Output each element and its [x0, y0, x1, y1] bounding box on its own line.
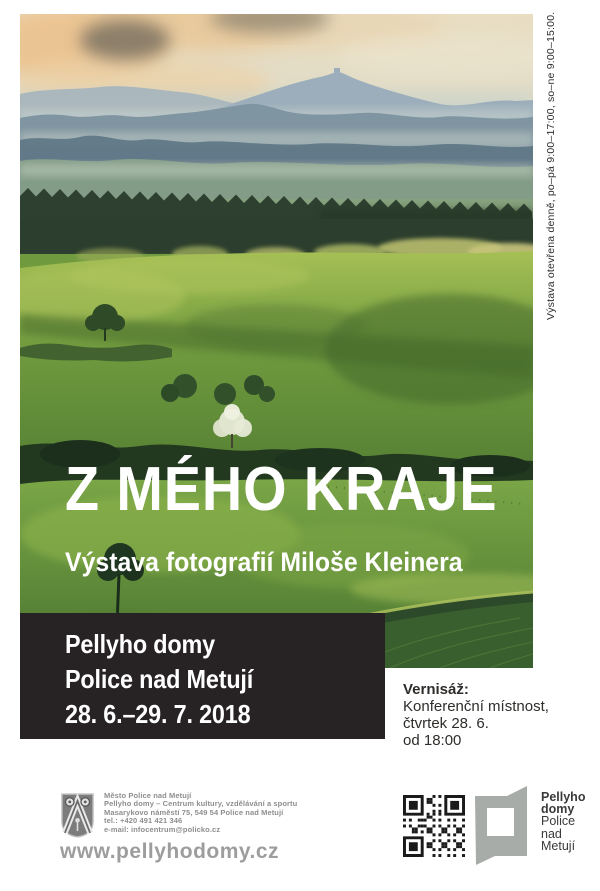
- website-url: www.pellyhodomy.cz: [60, 840, 280, 863]
- venue-dates: 28. 6.–29. 7. 2018: [65, 699, 251, 729]
- vernissage-line-time: od 18:00: [403, 732, 462, 749]
- exhibition-subtitle: Výstava fotografií Miloše Kleinera: [65, 547, 463, 577]
- vernissage-heading: Vernisáž:: [403, 681, 469, 698]
- venue-bar: [20, 613, 385, 739]
- org-line-center: Pellyho domy – Centrum kultury, vzdělávání a sportu: [104, 799, 298, 809]
- logo-line-metuji: Metují: [541, 838, 576, 853]
- vernissage-block: [403, 681, 588, 749]
- opening-hours-note: Výstava otevřena denně, po–pá 9:00–17:00, so–ne 9:00–15:00.: [545, 11, 557, 320]
- venue-name: Pellyho domy: [65, 629, 215, 659]
- org-line-email: e-mail: infocentrum@policko.cz: [104, 824, 221, 834]
- logo-line-police: Police: [541, 814, 576, 829]
- logo-line-nad: nad: [541, 826, 562, 841]
- vernissage-line-room: Konferenční místnost,: [403, 698, 549, 715]
- venue-city: Police nad Metují: [65, 664, 254, 694]
- city-coat-of-arms-icon: [61, 793, 94, 838]
- logo-line-pellyho: Pellyho: [541, 790, 586, 804]
- exhibition-photo: [20, 14, 533, 668]
- logo-line-domy: domy: [541, 802, 575, 817]
- exhibition-title: Z MÉHO KRAJE: [65, 455, 498, 524]
- org-line-phone: tel.: +420 491 421 346: [104, 816, 183, 826]
- qr-code: [403, 795, 465, 857]
- org-line-address: Masarykovo náměstí 75, 549 54 Police nad Metují: [104, 807, 284, 817]
- logo-wordmark: [541, 791, 585, 852]
- vernissage-line-day: čtvrtek 28. 6.: [403, 715, 489, 732]
- org-line-city: Město Police nad Metují: [104, 791, 192, 800]
- pellyho-domy-logo-icon: [475, 786, 527, 866]
- organization-info: [104, 792, 334, 834]
